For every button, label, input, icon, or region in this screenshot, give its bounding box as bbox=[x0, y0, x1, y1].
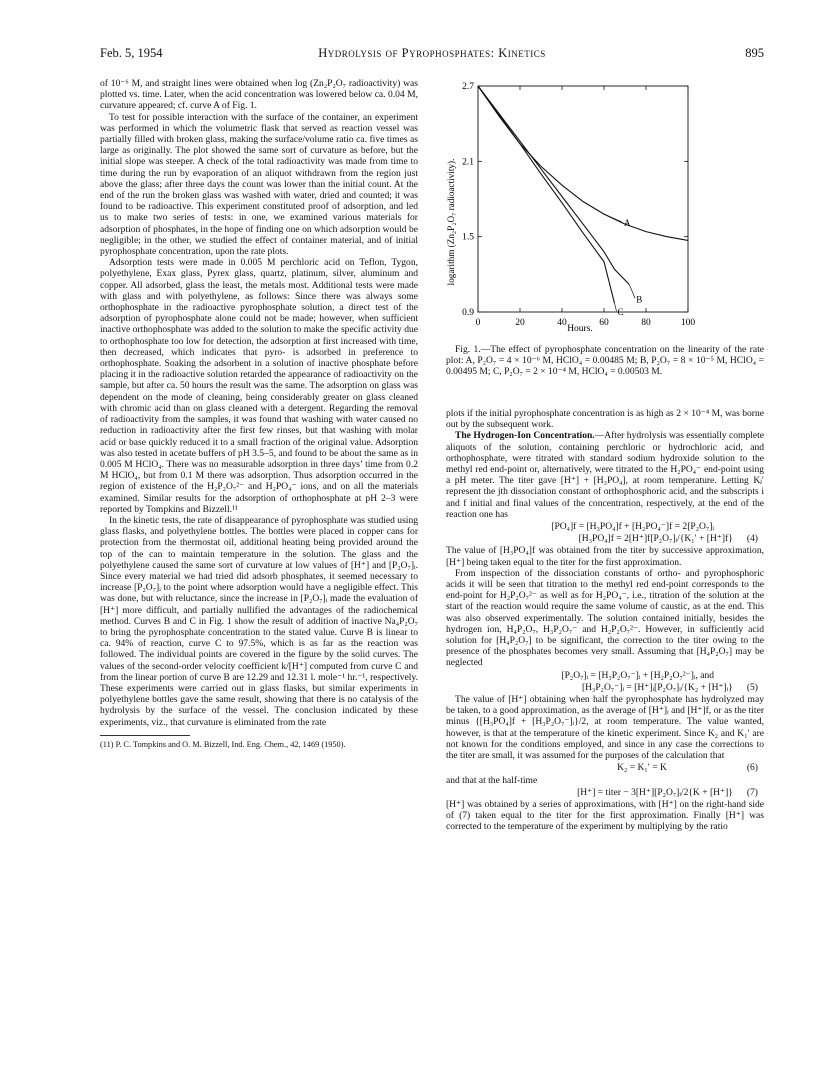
figure-1-chart bbox=[440, 74, 700, 334]
running-header bbox=[100, 46, 764, 62]
paragraph: Adsorption tests were made in 0.005 M perchloric acid on Teflon, Tygon, polyethylene, Exax glass, Pyrex glass, quartz, platinum, silver, aluminum and copper. All adsorbed, glass the least, the metals most. Additional tests were made with glass and with polyethylene, as follows: Since there was always some orthophosphate in the radioactive pyrophosphate solution, a direct test of the adsorption of pyrophosphate alone could not be made; however, when sufficient inactive orthophosphate was added to the solution to make the specific activity due to orthophosphate too low for detection, the adsorption at first increased with time, then decreased, which indicates that pyro- is adsorbed in preference to orthophosphate. Soaking the adsorbent in a solution of inactive phosphate before placing it in the radioactive solution retarded the appearance of radioactivity on the sample, but after ca. 50 hours the result was the same. The adsorption on glass was dependent on the mode of cleaning, being considerably greater on glass cleaned with chromic acid than on glass cleaned with a detergent. Regarding the removal of radioactivity from the samples, it was found that washing with water caused no reduction in radioactivity after the first few rinses, but that washing with molar acid or base quickly reduced it to a small fraction of the original value. Adsorption was also tested in acetate buffers of pH 3.5–5, and found to be about the same as in 0.005 M HClO₄. There was no measurable adsorption in three days’ time from 0.2 M HClO₄, but from 0.1 M there was adsorption. Thus adsorption occurred in the region of existence of the H₂P₂O₇²⁻ and H₂PO₄⁻ ions, and on all the materials examined. Similar results for the adsorption of orthophosphate at pH 2–3 were reported by Tompkins and Bizzell.¹¹ bbox=[100, 257, 418, 515]
x-tick-label: 20 bbox=[515, 318, 525, 328]
x-tick-label: 100 bbox=[680, 318, 696, 328]
equation-4b: [H₃PO₄]f = 2[H⁺]f[P₂O₇]ᵢ/{K₁′ + [H⁺]f} (4) bbox=[578, 533, 758, 545]
paragraph-text: —After hydrolysis was essentially complete aliquots of the solution, containing perchloric or hydrochloric acid, and orthophosphate, were titrated with standard sodium hydroxide solution to the methyl red end-point or, alternatively, were titrated to the H₂PO₄⁻ end-point using a pH meter. The titer gave [H⁺] + [H₃PO₄], at room temperature. Letting Kⱼ′ represent the jth dissociation constant of orthophosphoric acid, and the subscripts i and f initial and final values of the concentration, respectively, at the end of the reaction one has bbox=[446, 430, 764, 520]
chart-series bbox=[478, 86, 688, 317]
paragraph: plots if the initial pyrophosphate concentration is as high as 2 × 10⁻⁴ M, was borne out by the subsequent work. bbox=[446, 408, 764, 431]
equation-5b: [H₃P₂O₇⁻]ᵢ = [H⁺]ᵢ[P₂O₇]ᵢ/{K₂ + [H⁺]ᵢ} (5) bbox=[581, 681, 758, 693]
series-line-C bbox=[478, 86, 615, 303]
paragraph bbox=[446, 430, 764, 520]
equation-7: [H⁺] = titer − 3[H⁺][P₂O₇]ᵢ/2{K + [H⁺]} (7) bbox=[577, 786, 758, 798]
y-tick-label: 1.5 bbox=[462, 232, 474, 243]
paragraph: [H⁺] was obtained by a series of approximations, with [H⁺] on the right-hand side of (7) taken equal to the titer for the first approximation. Finally [H⁺] was corrected to the temperature of the experiment by multiplying by the ratio bbox=[446, 798, 764, 833]
figure-caption: Fig. 1.—The effect of pyrophosphate concentration on the linearity of the rate plot: A, P₂O₇ = 4 × 10⁻⁶ M, HClO₄ = 0.00485 M; B, P₂O₇ = 8 × 10⁻⁵ M, HClO₄ = 0.00495 M; C, P₂O₇ = 2 × 10⁻⁴ M, HClO₄ = 0.00503 M. bbox=[446, 344, 764, 378]
series-label: A bbox=[624, 218, 631, 229]
header-date: Feb. 5, 1954 bbox=[100, 46, 163, 60]
paragraph: From inspection of the dissociation constants of ortho- and pyrophosphoric acids it will be seen that titration to the methyl red end-point corresponds to the end-point for H₂P₂O₇²⁻ as well as for H₂PO₄⁻, i.e., titration of the solution at the start of the reaction would require the same volume of caustic, as at the end. This was also observed experimentally. The solution contained initially, besides the hydrogen ion, H₄P₂O₇, H₃P₂O₇⁻ and H₂P₂O₇²⁻. However, in sufficiently acid solution for [H₄P₂O₇] to be significant, the correction to the titer owing to the presence of the phosphates becomes very small. Assuming that [H₄P₂O₇] may be neglected bbox=[446, 567, 764, 669]
section-heading: The Hydrogen-Ion Concentration. bbox=[455, 430, 595, 442]
equation-6: K₂ = K₁′ = K (6) bbox=[617, 762, 758, 774]
series-label: C bbox=[617, 307, 624, 318]
leader-line bbox=[604, 214, 622, 222]
x-tick-label: 60 bbox=[599, 318, 609, 328]
chart-axes bbox=[462, 82, 695, 328]
page-number: 895 bbox=[745, 46, 764, 60]
y-tick-label: 2.7 bbox=[462, 82, 474, 92]
paragraph: and that at the half-time bbox=[446, 774, 538, 786]
series-line-A bbox=[478, 86, 688, 240]
paragraph: of 10⁻⁶ M, and straight lines were obtained when log (Zn₂P₂O₇ radioactivity) was plotted vs. time. Later, when the acid concentration was lowered below ca. 0.04 M, curvature appeared; cf. curve A of Fig. 1. bbox=[100, 78, 418, 112]
right-column bbox=[446, 408, 764, 1048]
footnote: (11) P. C. Tompkins and O. M. Bizzell, Ind. Eng. Chem., 42, 1469 (1950). bbox=[100, 739, 346, 749]
x-tick-label: 80 bbox=[641, 318, 651, 328]
leader-line bbox=[629, 284, 635, 298]
x-axis-label: Hours. bbox=[567, 324, 593, 334]
series-label: B bbox=[636, 294, 643, 305]
equation-4a: [PO₄]f = [H₃PO₄]f + [H₂PO₄⁻]f = 2[P₂O₇]ᵢ bbox=[551, 521, 714, 533]
x-tick-label: 40 bbox=[557, 318, 567, 328]
header-title: Hydrolysis of Pyrophosphates: Kinetics bbox=[318, 46, 546, 60]
paragraph: In the kinetic tests, the rate of disappearance of pyrophosphate was studied using glass flasks, and polyethylene bottles. The bottles were placed in copper cans for protection from the thermostat oil, additional heating being provided around the top of the can to maintain temperature in the solution. The glass and the polyethylene caused the same sort of curvature at low values of [H⁺] and [P₂O₇]ᵢ. Since every material we had tried did adsorb phosphates, it seemed necessary to increase [P₂O₇]ᵢ to the point where adsorption would have a negligible effect. This was done, but with reluctance, since the increase in [P₂O₇]ᵢ made the evaluation of [H⁺] more difficult, and partially nullified the advantages of the radiochemical method. Curves B and C in Fig. 1 show the result of addition of inactive Na₄P₂O₇ to bring the pyrophosphate concentration to the stated value. Curve B is linear to ca. 94% of reaction, curve C to 97.5%, which is as far as the reaction was followed. The individual points are covered in the figure by the solid curves. The values of the second-order velocity coefficient k/[H⁺] computed from curve C and from the linear portion of curve B are 12.29 and 12.31 l. mole⁻¹ hr.⁻¹, respectively. These experiments were carried out in glass flasks, but similar experiments in polyethylene bottles gave the same result, showing that there is no catalysis of the hydrolysis by the surface of the vessel. The conclusion indicated by these experiments, viz., that curvature is eliminated from the rate bbox=[100, 514, 418, 728]
plot-frame bbox=[478, 86, 688, 312]
leader-line bbox=[615, 303, 617, 311]
paragraph: The value of [H⁺] obtaining when half the pyrophosphate has hydrolyzed may be taken, to a good approximation, as the average of [H⁺]ᵢ and [H⁺]f, or as the titer minus {[H₃PO₄]f + [H₃P₂O₇⁻]ᵢ}/2, at room temperature. The value wanted, however, is that at the temperature of the kinetic experiment. Since K₂ and K₁′ are not known for the conditions employed, and since in any case the corrections to the titer are small, it was assumed for the purposes of the calculation that bbox=[446, 694, 764, 762]
left-column bbox=[100, 78, 418, 1023]
paragraph: To test for possible interaction with the surface of the container, an experiment was performed in which the volumetric flask that served as reaction vessel was partially filled with broken glass, making the surface/volume ratio ca. five times as large as originally. The plot showed the same sort of curvature as before, but the initial slope was steeper. A check of the total radioactivity was made from time to time during the run by evaporation of an aliquot withdrawn from the region just above the glass; after three days the count was lower than the initial count. At the end of the run the broken glass was washed with water, dried and counted; it was found to be radioactive. This experiment constituted proof of adsorption, and led us to make two series of tests: in one, we examined various materials for adsorption of phosphates, in the hope of finding one on which adsorption would be negligible; in the other, we studied the effect of container material, and of initial pyrophosphate concentration, upon the rate plots. bbox=[100, 111, 418, 258]
footnote-rule bbox=[100, 735, 190, 736]
y-axis-label: logarithm (Zn₂P₂O₇ radioactivity). bbox=[446, 158, 456, 286]
equation-number: (4) bbox=[746, 533, 758, 545]
y-tick-label: 2.1 bbox=[462, 157, 474, 168]
equation-number: (7) bbox=[746, 786, 758, 798]
paragraph: The value of [H₃PO₄]f was obtained from the titer by successive approximation, [H⁺] being taken equal to the titer for the first approximation. bbox=[446, 545, 764, 568]
equation-number: (6) bbox=[746, 762, 758, 774]
equation-5a: [P₂O₇]ᵢ = [H₃P₂O₇⁻]ᵢ + [H₂P₂O₇²⁻]ᵢ, and bbox=[561, 669, 714, 681]
series-line-B bbox=[478, 86, 629, 284]
x-tick-label: 0 bbox=[475, 318, 481, 328]
y-tick-label: 0.9 bbox=[462, 308, 474, 318]
equation-number: (5) bbox=[746, 681, 758, 693]
